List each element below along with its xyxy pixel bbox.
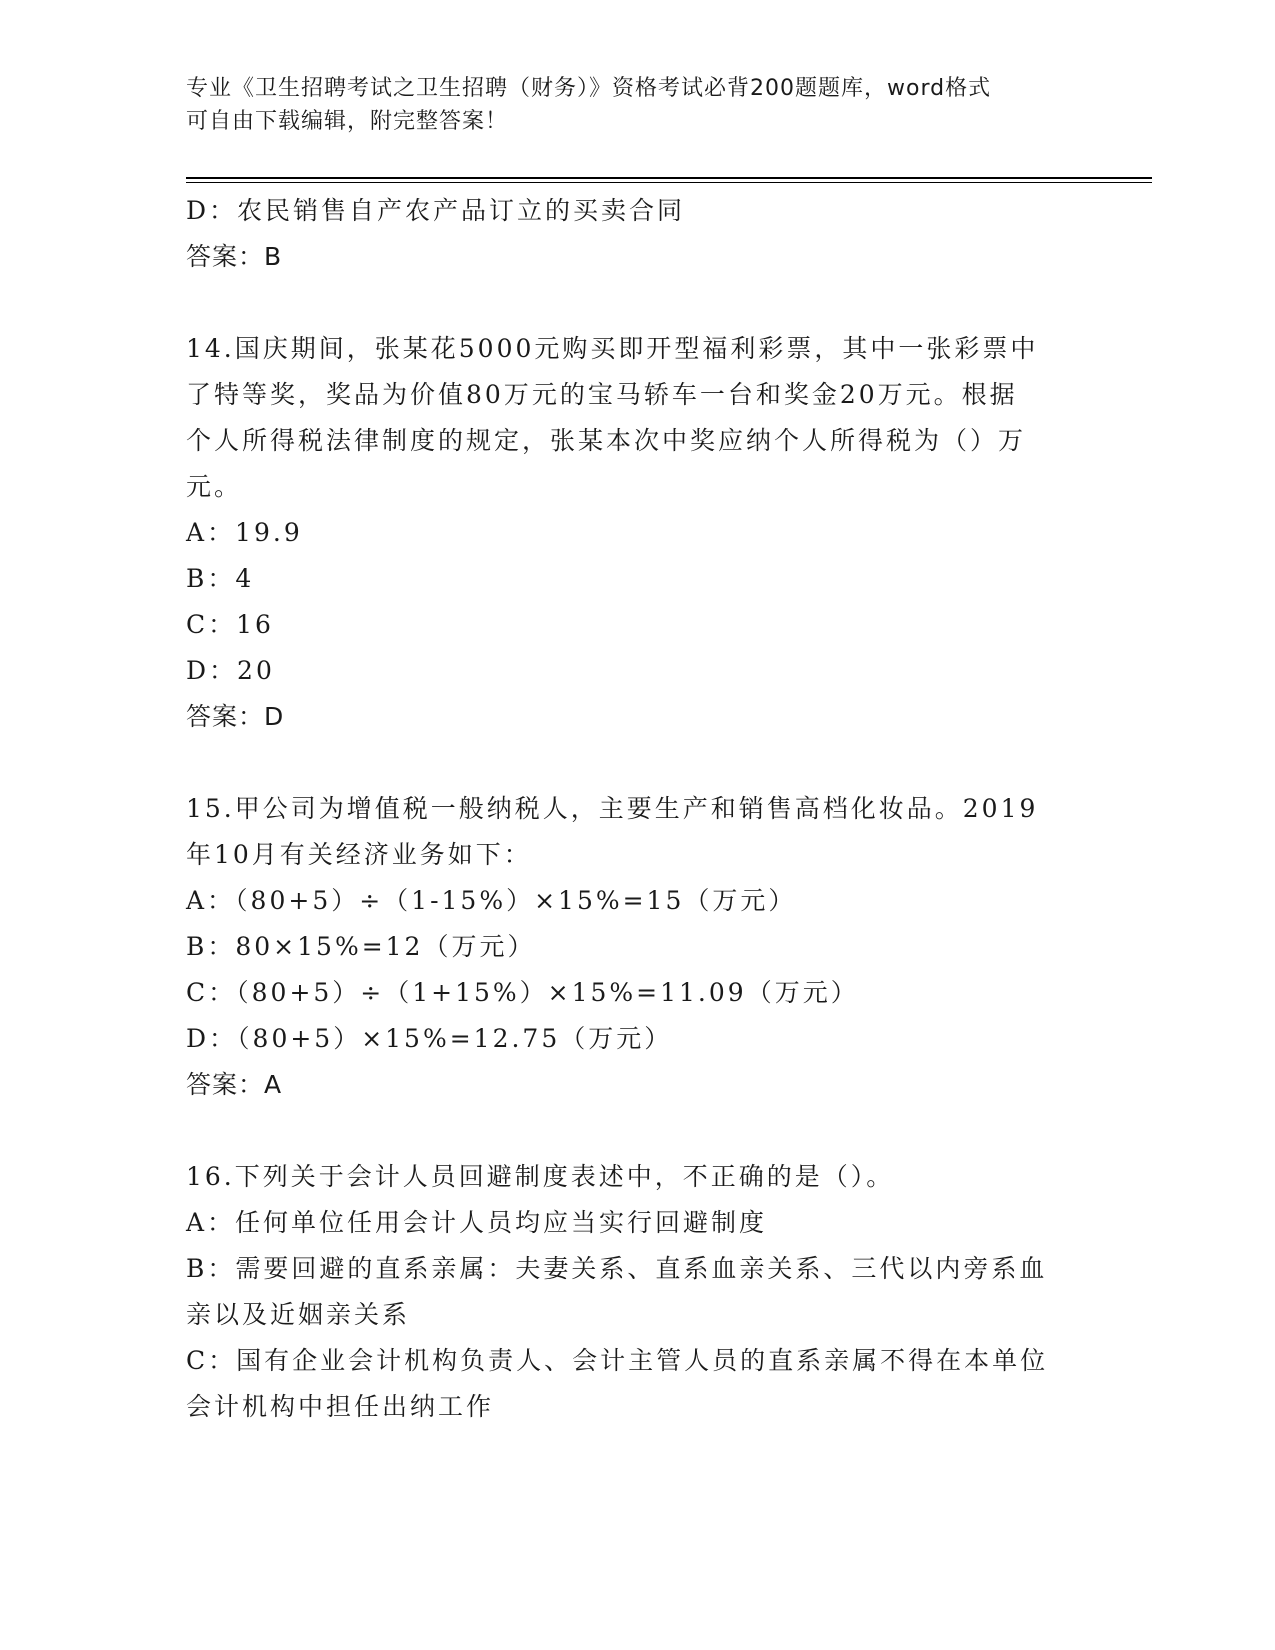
option-line: A：（80+5）÷（1-15%）×15%=15（万元） xyxy=(186,886,797,915)
question-text-line: 15.甲公司为增值税一般纳税人，主要生产和销售高档化妆品。2019 xyxy=(186,794,1039,823)
option-line: B：需要回避的直系亲属：夫妻关系、直系血亲关系、三代以内旁系血 xyxy=(186,1254,1048,1283)
option-line: A：19.9 xyxy=(186,518,303,547)
option-line: 亲以及近姻亲关系 xyxy=(186,1300,411,1329)
question-text-line: 个人所得税法律制度的规定，张某本次中奖应纳个人所得税为（）万 xyxy=(186,426,1027,455)
header-title-line-1: 专业《卫生招聘考试之卫生招聘（财务）》资格考试必背200题题库，word格式 xyxy=(186,76,992,101)
option-line: B：4 xyxy=(186,564,255,593)
spacer xyxy=(186,740,1086,786)
option-line: C：16 xyxy=(186,610,274,639)
question-text-line: 16.下列关于会计人员回避制度表述中，不正确的是（）。 xyxy=(186,1162,895,1191)
option-line: B：80×15%=12（万元） xyxy=(186,932,536,961)
question-text-line: 了特等奖，奖品为价值80万元的宝马轿车一台和奖金20万元。根据 xyxy=(186,380,1018,409)
spacer xyxy=(186,280,1086,326)
answer-line: 答案：D xyxy=(186,702,285,731)
answer-line: 答案：A xyxy=(186,1070,283,1099)
header-divider-thin xyxy=(186,182,1152,183)
page-header xyxy=(186,72,1086,138)
option-line: 会计机构中担任出纳工作 xyxy=(186,1392,495,1421)
answer-line: 答案：B xyxy=(186,242,283,271)
option-line: C：（80+5）÷（1+15%）×15%=11.09（万元） xyxy=(186,978,859,1007)
question-text-line: 年10月有关经济业务如下： xyxy=(186,840,532,869)
option-line: D：20 xyxy=(186,656,275,685)
option-line: C：国有企业会计机构负责人、会计主管人员的直系亲属不得在本单位 xyxy=(186,1346,1049,1375)
question-text-line: 元。 xyxy=(186,472,243,501)
header-title-line-2: 可自由下载编辑，附完整答案！ xyxy=(186,109,509,134)
option-line: D：农民销售自产农产品订立的买卖合同 xyxy=(186,196,686,225)
header-divider-thick xyxy=(186,177,1152,179)
question-text-line: 14.国庆期间，张某花5000元购买即开型福利彩票，其中一张彩票中 xyxy=(186,334,1039,363)
option-line: A：任何单位任用会计人员均应当实行回避制度 xyxy=(186,1208,768,1237)
spacer xyxy=(186,1108,1086,1154)
question-content xyxy=(186,188,1086,1430)
option-line: D：（80+5）×15%=12.75（万元） xyxy=(186,1024,673,1053)
